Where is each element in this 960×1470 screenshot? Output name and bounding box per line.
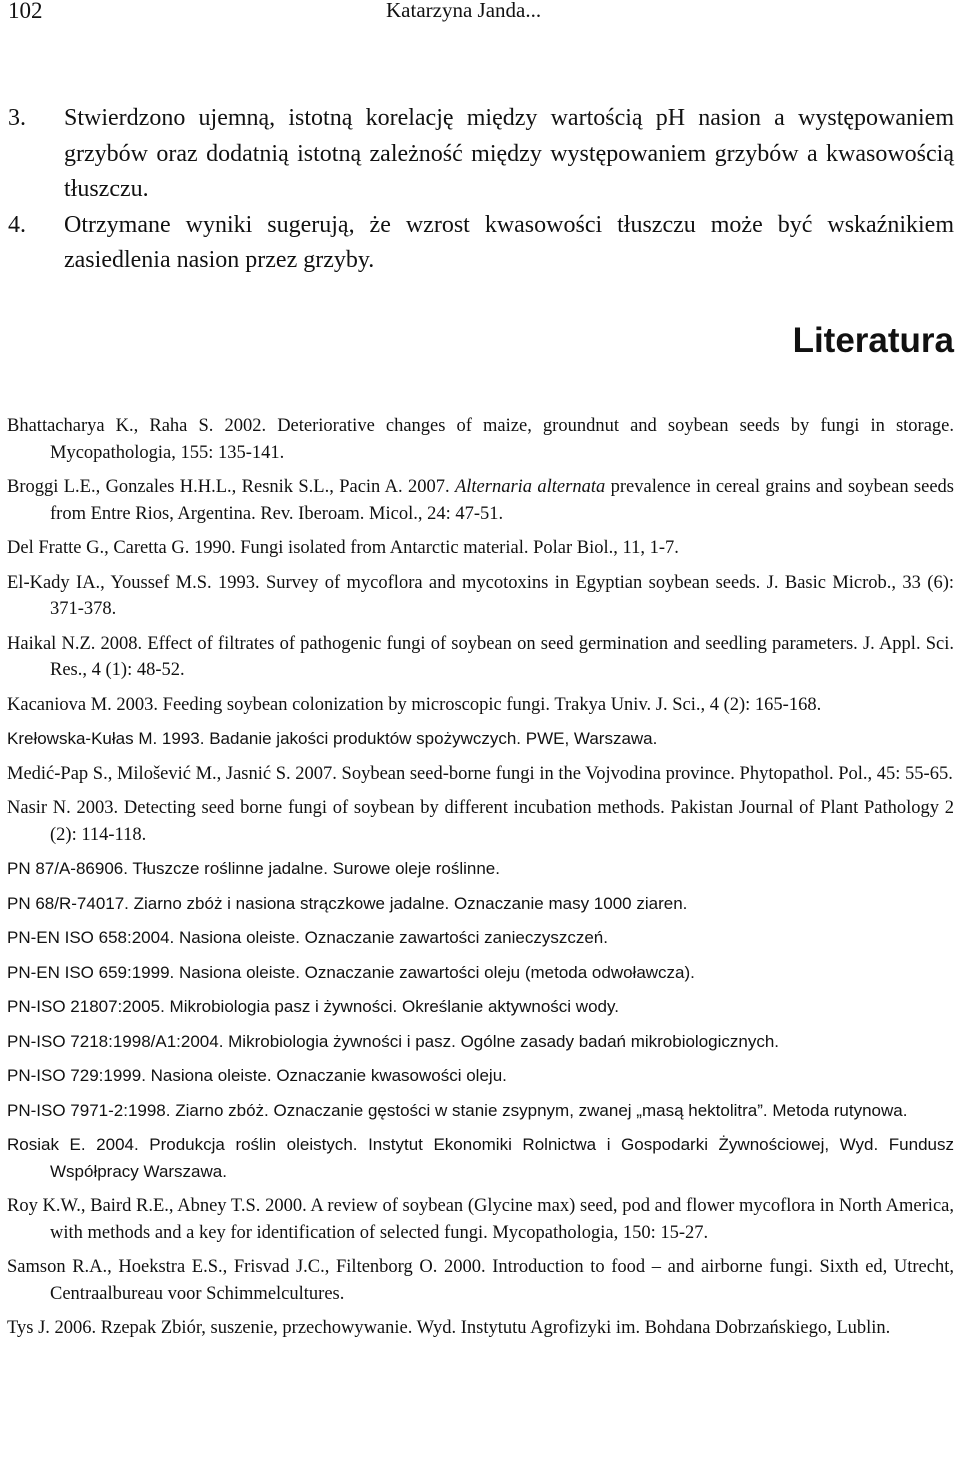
reference-text: Broggi L.E., Gonzales H.H.L., Resnik S.L., Pacin A. 2007. xyxy=(7,477,455,497)
reference-item: PN-EN ISO 659:1999. Nasiona oleiste. Oznaczanie zawartości oleju (metoda odwoławcza). xyxy=(7,962,695,982)
reference-item: PN-EN ISO 658:2004. Nasiona oleiste. Oznaczanie zawartości zanieczyszczeń. xyxy=(7,928,608,947)
conclusion-text: Stwierdzono ujemną, istotną korelację między wartością pH nasion a występowaniem grzybów oraz dodatnią istotną zależność między występowaniem grzybów a kwasowością tłuszczu. xyxy=(64,105,954,202)
reference-item: Kacaniova M. 2003. Feeding soybean colonization by microscopic fungi. Trakya Univ. J. Sci., 4 (2): 165-168. xyxy=(7,694,822,715)
reference-item: Nasir N. 2003. Detecting seed borne fungi of soybean by different incubation methods. Pakistan Journal of Plant Pathology 2 (2): 114-118. xyxy=(7,798,954,845)
reference-item: PN-ISO 7971-2:1998. Ziarno zbóż. Oznaczanie gęstości w stanie zsypnym, zwanej „masą hektolitra”. Metoda rutynowa. xyxy=(7,1100,908,1120)
conclusions-list xyxy=(8,101,954,279)
conclusion-item xyxy=(8,208,954,279)
reference-item: PN-ISO 7218:1998/A1:2004. Mikrobiologia żywności i pasz. Ogólne zasady badań mikrobiologicznych. xyxy=(7,1031,780,1051)
reference-item: Bhattacharya K., Raha S. 2002. Deteriorative changes of maize, groundnut and soybean seeds by fungi in storage. Mycopathologia, 155: 135-141. xyxy=(7,416,954,463)
reference-species-italic: Alternaria alternata xyxy=(454,477,606,497)
conclusion-item xyxy=(8,101,954,208)
reference-item: Krełowska-Kułas M. 1993. Badanie jakości produktów spożywczych. PWE, Warszawa. xyxy=(7,729,658,748)
section-heading: Literatura xyxy=(792,321,954,360)
reference-item xyxy=(7,474,954,527)
reference-item: Medić-Pap S., Milošević M., Jasnić S. 2007. Soybean seed-borne fungi in the Vojvodina province. Phytopathol. Pol., 45: 55-65. xyxy=(7,763,953,784)
page-number: 102 xyxy=(8,0,43,23)
conclusion-text: Otrzymane wyniki sugerują, że wzrost kwasowości tłuszczu może być wskaźnikiem zasiedlenia nasion przez grzyby. xyxy=(64,211,954,273)
reference-item: PN 87/A-86906. Tłuszcze roślinne jadalne. Surowe oleje roślinne. xyxy=(7,859,500,878)
references-list xyxy=(7,413,954,1350)
reference-item: PN-ISO 729:1999. Nasiona oleiste. Oznaczanie kwasowości oleju. xyxy=(7,1066,507,1085)
running-head: Katarzyna Janda... xyxy=(386,0,542,22)
reference-item: Rosiak E. 2004. Produkcja roślin oleistych. Instytut Ekonomiki Rolnictwa i Gospodarki Żywnościowej, Wyd. Fundusz Współpracy Warszawa. xyxy=(7,1135,954,1181)
reference-item: Del Fratte G., Caretta G. 1990. Fungi isolated from Antarctic material. Polar Biol., 11, 1-7. xyxy=(7,538,679,558)
page-header xyxy=(8,0,948,30)
reference-item: Haikal N.Z. 2008. Effect of filtrates of pathogenic fungi of soybean on seed germination and seedling parameters. J. Appl. Sci. Res., 4 (1): 48-52. xyxy=(7,633,954,680)
reference-item: El-Kady IA., Youssef M.S. 1993. Survey of mycoflora and mycotoxins in Egyptian soybean seeds. J. Basic Microb., 33 (6): 371-378. xyxy=(7,572,954,619)
reference-text: prevalence in cereal grains and soybean seeds from Entre Rios, Argentina. Rev. Iberoam. Micol., 24: 47-51. xyxy=(50,477,954,524)
reference-item: PN 68/R-74017. Ziarno zbóż i nasiona strączkowe jadalne. Oznaczanie masy 1000 ziaren. xyxy=(7,893,688,913)
reference-item: PN-ISO 21807:2005. Mikrobiologia pasz i żywności. Określanie aktywności wody. xyxy=(7,997,619,1016)
reference-item: Samson R.A., Hoekstra E.S., Frisvad J.C., Filtenborg O. 2000. Introduction to food – and airborne fungi. Sixth ed, Utrecht, Centraalbureau voor Schimmelcultures. xyxy=(7,1257,954,1304)
conclusion-number: 4. xyxy=(8,211,26,238)
reference-item: Roy K.W., Baird R.E., Abney T.S. 2000. A review of soybean (Glycine max) seed, pod and flower mycoflora in North America, with methods and a key for identification of selected fungi. Mycopathologia, 150: 15-27. xyxy=(7,1196,954,1243)
conclusion-number: 3. xyxy=(8,105,26,131)
reference-item: Tys J. 2006. Rzepak Zbiór, suszenie, przechowywanie. Wyd. Instytutu Agrofizyki im. Bohdana Dobrzańskiego, Lublin. xyxy=(7,1318,891,1338)
